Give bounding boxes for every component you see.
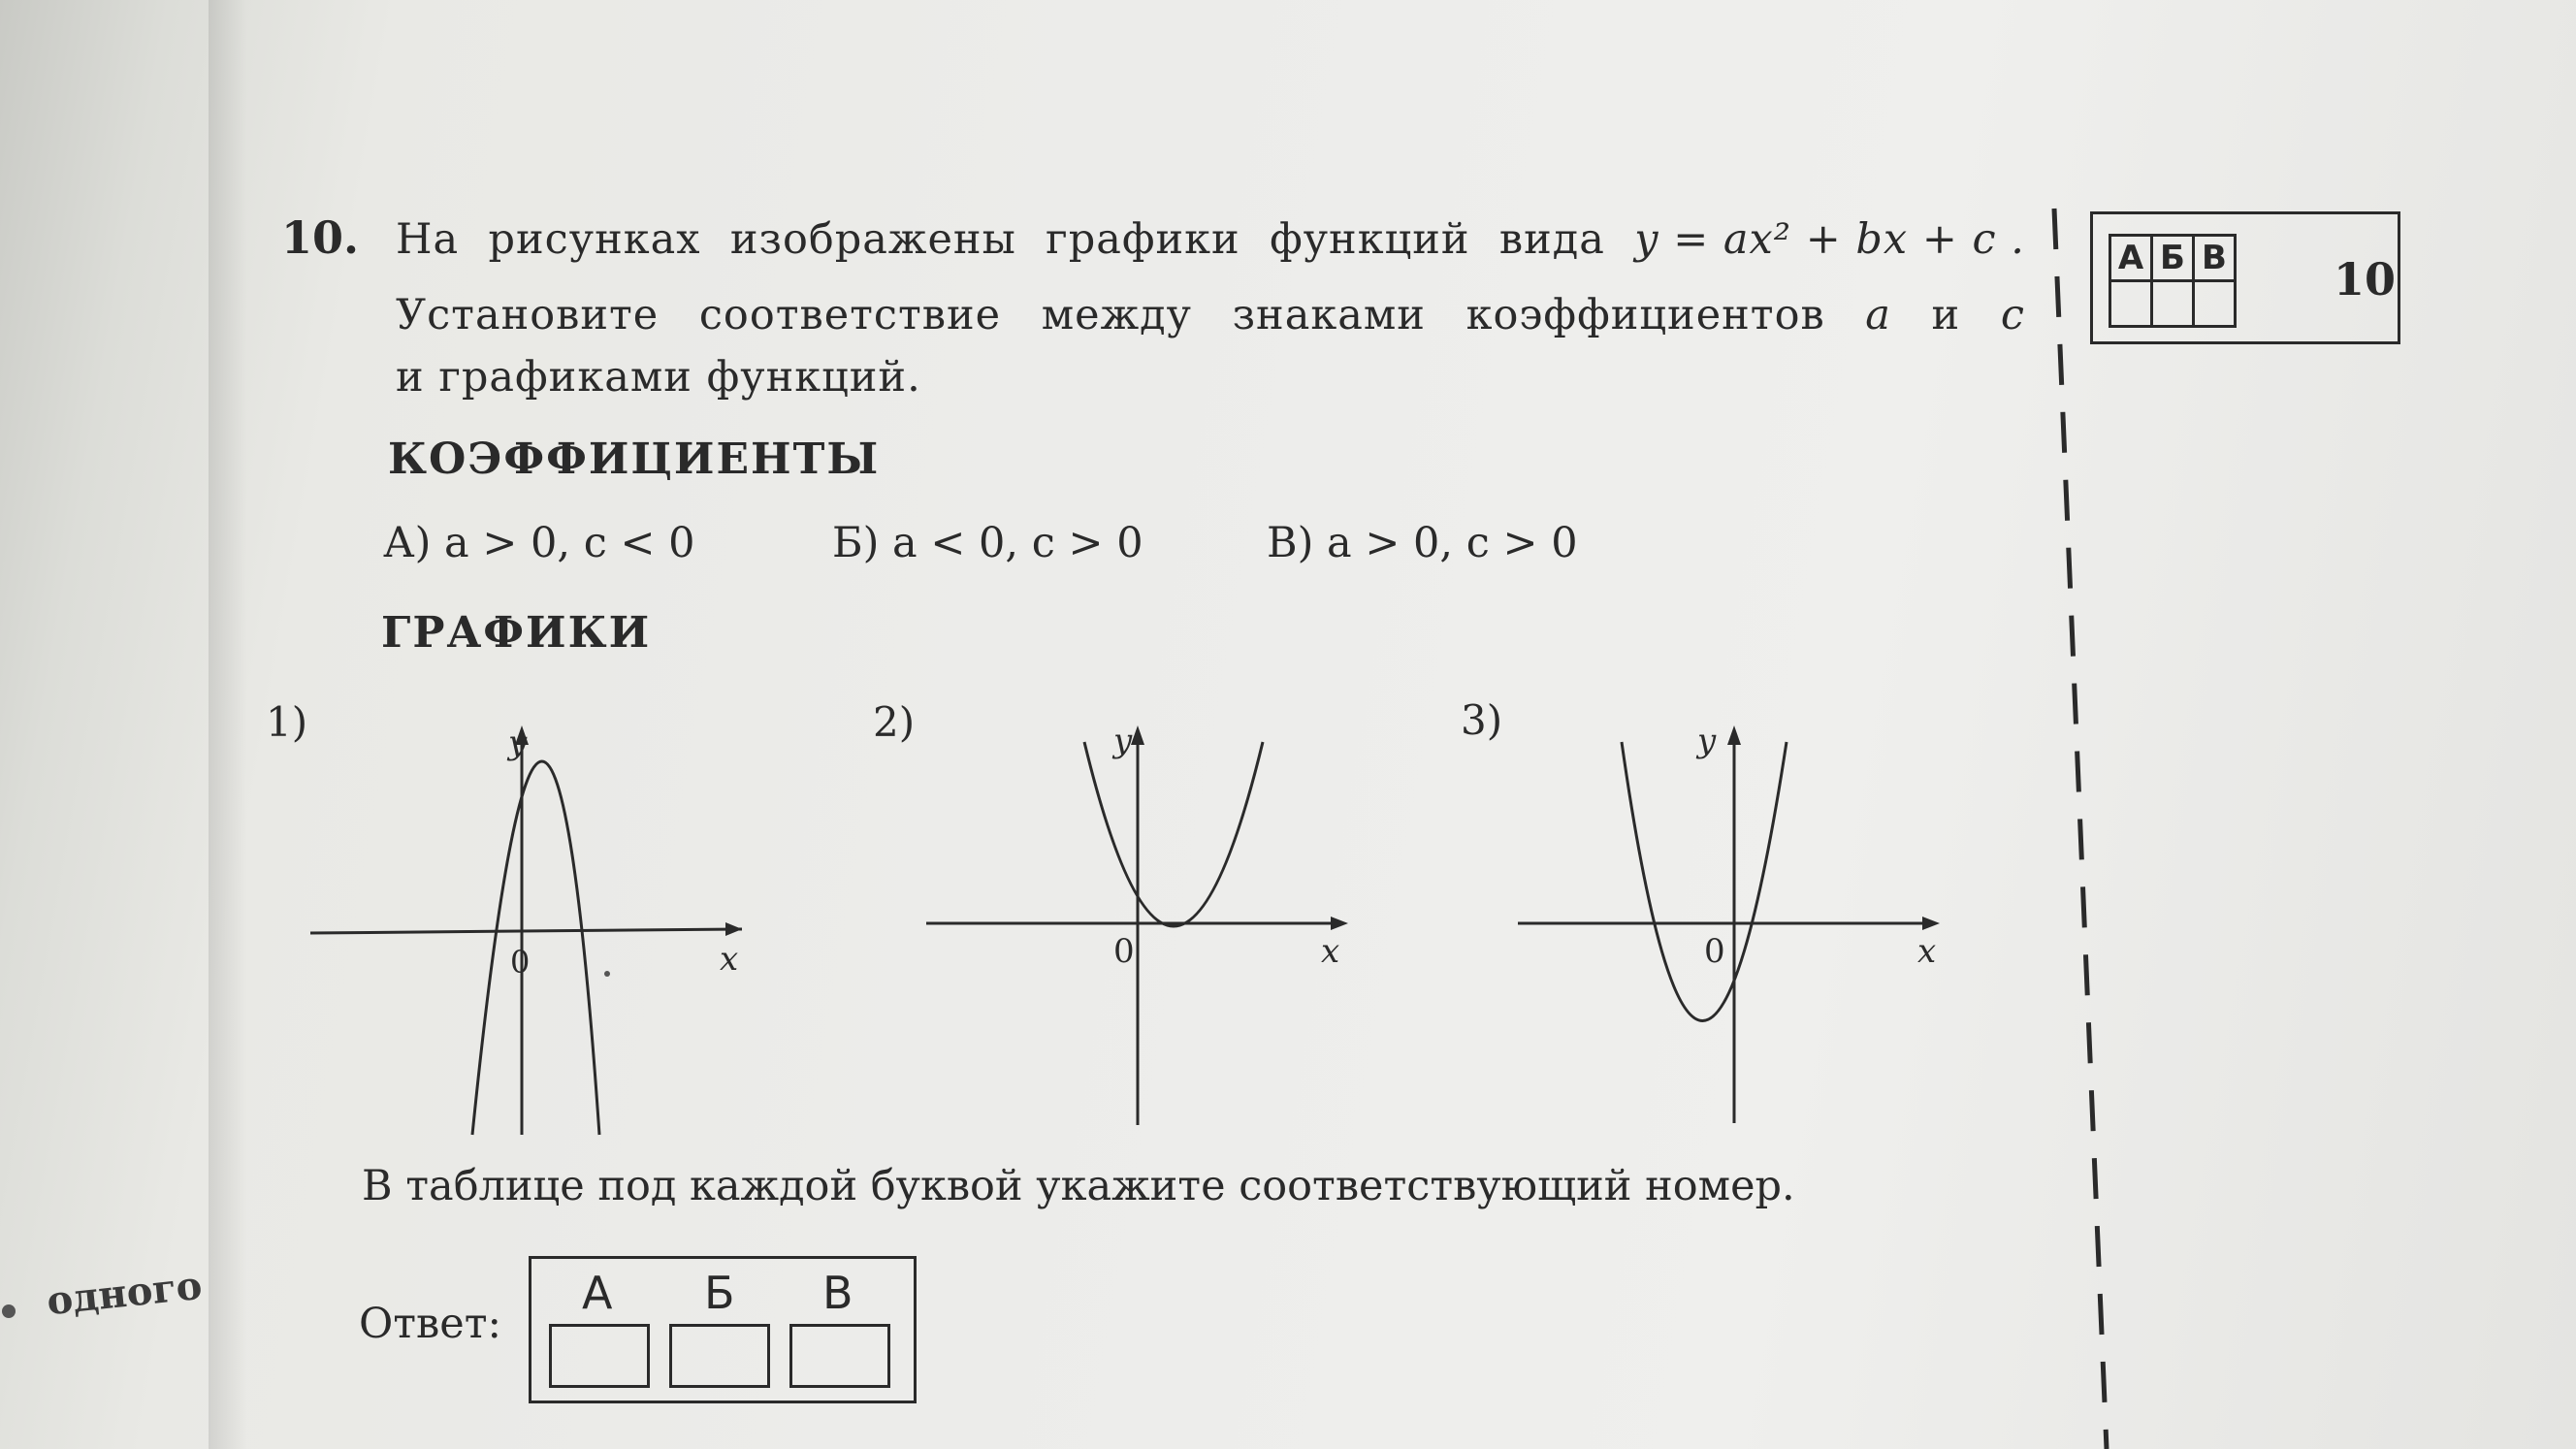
score-mini-table	[2109, 234, 2237, 328]
answer-letter-v: В	[822, 1267, 853, 1319]
graph-1-x-axis	[310, 929, 742, 933]
word: функций	[1270, 215, 1470, 264]
score-letter-a: А	[2110, 236, 2152, 281]
word: рисунках	[488, 215, 701, 264]
answer-cell-v[interactable]	[789, 1324, 890, 1388]
cut-line	[2054, 209, 2107, 1449]
answer-cell-b[interactable]	[669, 1324, 770, 1388]
graph-3-x-label: x	[1917, 932, 1937, 971]
score-letter-v: В	[2194, 236, 2236, 281]
graph-3-x-arrow	[1922, 917, 1940, 930]
answer-label: Ответ:	[359, 1300, 501, 1348]
function-formula: y = ax² + bx + c .	[1634, 215, 2025, 264]
coefficient-option-v: В) a > 0, c > 0	[1267, 519, 1578, 567]
graph-3	[1518, 722, 1940, 1123]
word: и	[1931, 291, 1961, 339]
score-letter-b: Б	[2152, 236, 2194, 281]
score-cell-b[interactable]	[2152, 281, 2194, 327]
graph-3-label: 3)	[1461, 696, 1503, 744]
margin-text: одного	[44, 1262, 205, 1325]
instruction-text: В таблице под каждой буквой укажите соответствующий номер.	[362, 1162, 1795, 1210]
coef-c: c	[2000, 291, 2025, 339]
score-problem-number: 10	[2334, 253, 2397, 306]
graph-2	[926, 722, 1348, 1125]
word: знаками	[1232, 291, 1426, 339]
graph-2-origin-label: 0	[1113, 932, 1135, 971]
graph-2-label: 2)	[873, 698, 916, 746]
answer-cell-a[interactable]	[549, 1324, 650, 1388]
graph-1-dot	[604, 971, 610, 977]
graph-1-x-arrow	[725, 922, 742, 936]
word: между	[1041, 291, 1192, 339]
word: коэффициентов	[1465, 291, 1825, 339]
graph-2-curve	[1084, 742, 1263, 926]
word: Установите	[396, 291, 660, 339]
graph-1-label: 1)	[266, 698, 308, 746]
word: соответствие	[698, 291, 1002, 339]
graph-3-y-label: y	[1697, 722, 1717, 760]
answer-table	[529, 1256, 917, 1403]
problem-line-3: и графиками функций.	[396, 353, 921, 402]
problem-number: 10.	[281, 211, 360, 264]
coefficient-option-b: Б) a < 0, c > 0	[832, 519, 1143, 567]
graph-1-origin-label: 0	[510, 944, 531, 981]
answer-letter-b: Б	[704, 1267, 735, 1319]
word: изображены	[729, 215, 1016, 264]
word: На	[396, 215, 460, 264]
score-cell-a[interactable]	[2110, 281, 2152, 327]
word: вида	[1498, 215, 1605, 264]
answer-letter-a: А	[582, 1267, 613, 1319]
graph-1-y-label: y	[508, 724, 528, 762]
coef-a: a	[1865, 291, 1891, 339]
graph-2-y-label: y	[1113, 722, 1133, 760]
score-cell-v[interactable]	[2194, 281, 2236, 327]
graph-1-curve	[472, 761, 599, 1135]
graph-1	[310, 724, 742, 1135]
coefficients-heading: КОЭФФИЦИЕНТЫ	[388, 435, 881, 484]
graph-1-x-label: x	[720, 940, 739, 979]
graph-3-y-arrow	[1727, 725, 1741, 745]
graph-3-origin-label: 0	[1704, 932, 1725, 971]
graphs-heading: ГРАФИКИ	[381, 608, 652, 658]
score-box	[2090, 211, 2400, 344]
graph-3-curve	[1622, 742, 1787, 1021]
coefficient-option-a: А) a > 0, c < 0	[383, 519, 695, 567]
graph-2-y-arrow	[1131, 725, 1144, 745]
graph-2-x-arrow	[1331, 917, 1348, 930]
graph-2-x-label: x	[1321, 932, 1340, 971]
word: графики	[1046, 215, 1240, 264]
